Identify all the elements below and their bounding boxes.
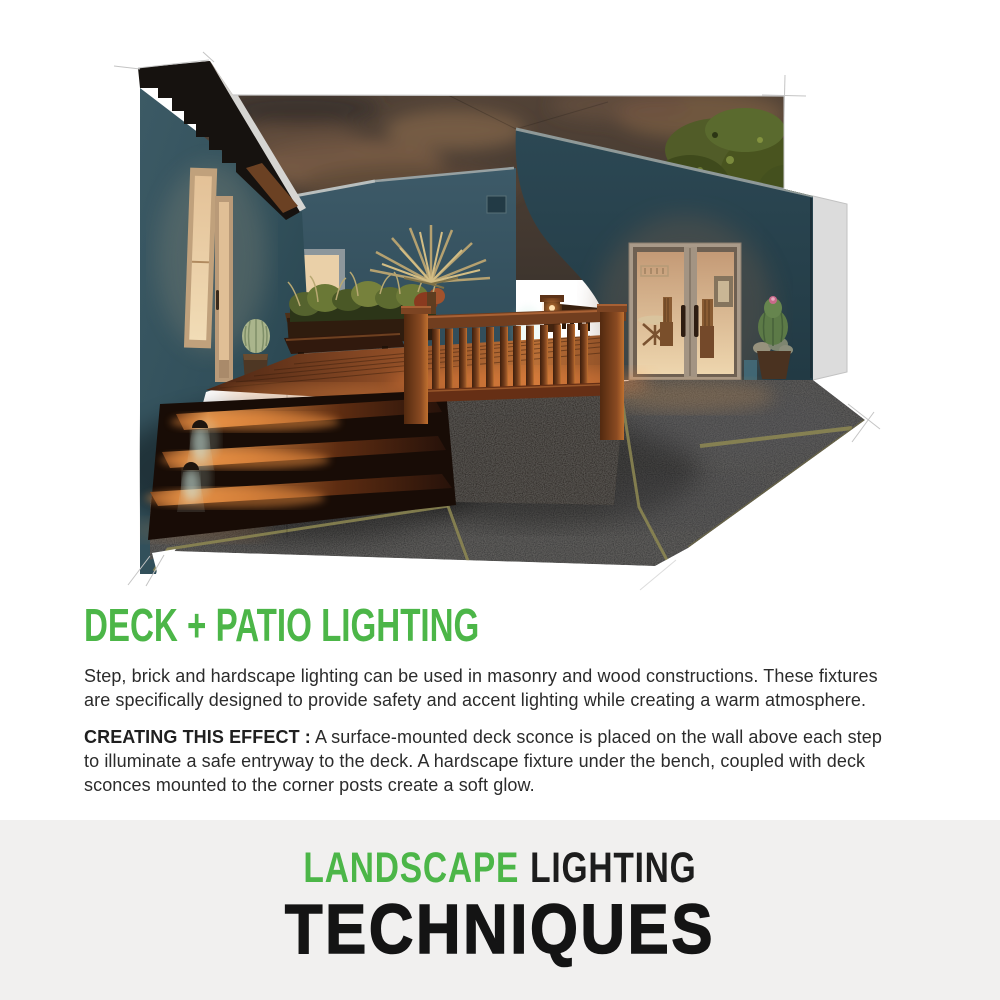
door-handle (681, 305, 686, 337)
post-deck-sconce (549, 305, 555, 311)
footer-title: TECHNIQUES (284, 890, 716, 968)
railing-post-left (401, 306, 431, 424)
brand-primary: LANDSCAPE (303, 844, 520, 892)
door-handle (694, 305, 699, 337)
effect-text: A surface-mounted deck sconce is placed on the wall above each step to illuminate a safe entryway to the deck. A hardscape fixture under the bench, coupled with deck sconces mounted to the corner posts create a soft glow. (84, 727, 883, 795)
wall-vent (487, 196, 506, 213)
french-doors (625, 243, 745, 388)
intro-paragraph: Step, brick and hardscape lighting can be used in masonry and wood constructions. These fixtures are specifically designed to provide safety and accent lighting while creating a warm atmosphere. (84, 666, 878, 710)
effect-label: CREATING THIS EFFECT : (84, 727, 311, 747)
brand-line (110, 844, 890, 892)
door-glass-left (637, 252, 684, 374)
effect-paragraph (84, 725, 896, 797)
brand-secondary: LIGHTING (530, 844, 697, 892)
railing-post-right (597, 304, 627, 440)
section-heading: DECK + PATIO LIGHTING (84, 599, 480, 651)
door-handle (216, 290, 219, 310)
article-section (84, 599, 896, 810)
gray-side-panel (813, 196, 847, 380)
entry-glass-door (215, 196, 233, 382)
footer-band (0, 820, 1000, 1000)
